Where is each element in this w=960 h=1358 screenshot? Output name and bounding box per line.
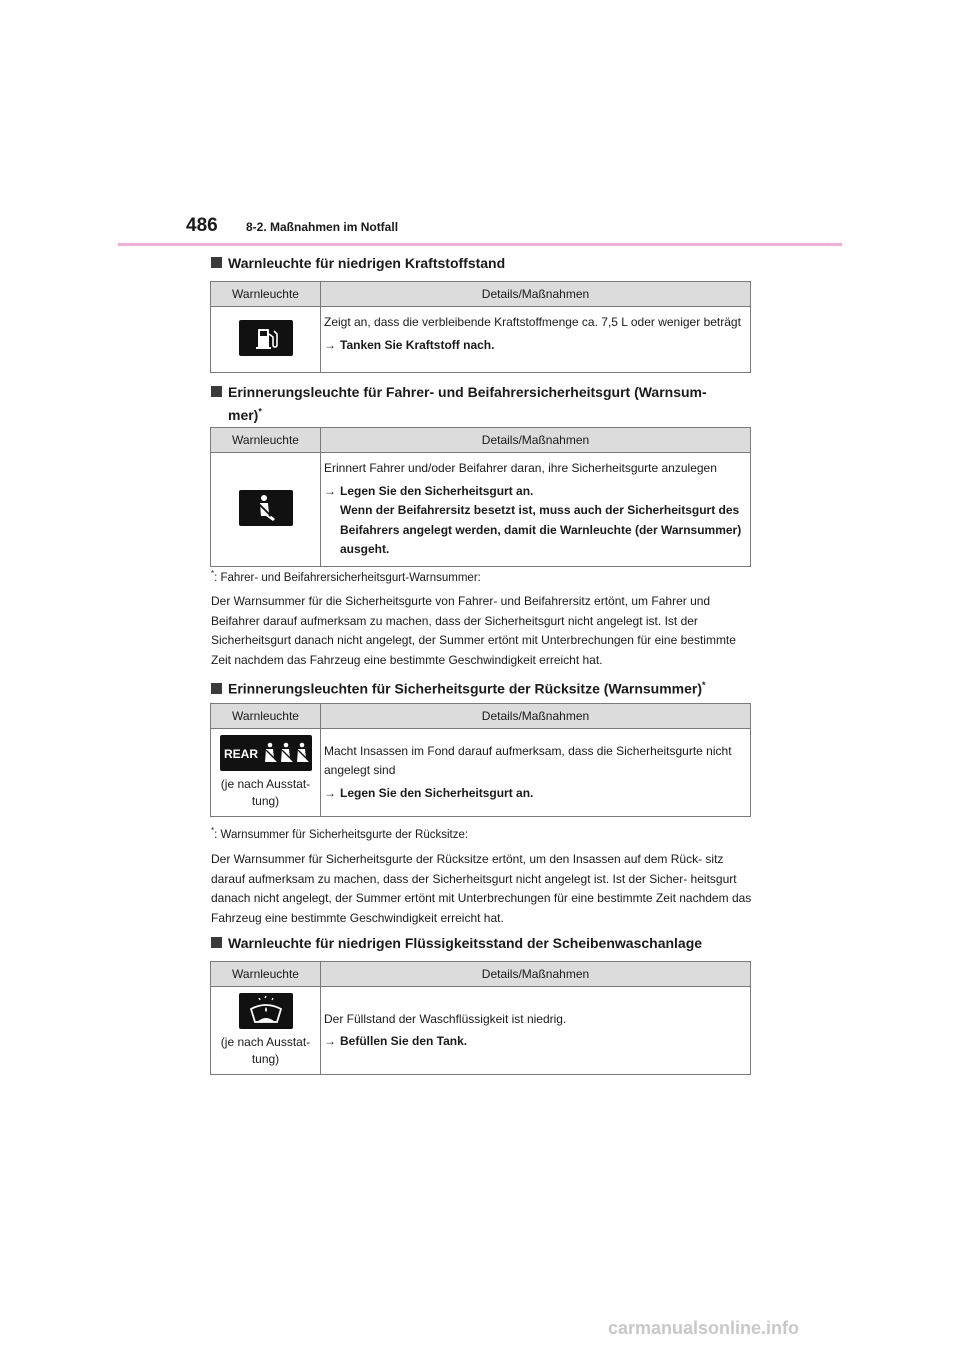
- rear-seatbelt-warning-table: [210, 703, 751, 817]
- icon-caption: [213, 1034, 318, 1068]
- icon-cell: [211, 307, 321, 373]
- table-header-row: [211, 962, 751, 987]
- arrow-icon: →: [324, 483, 336, 498]
- col-header-details: Details/Maßnahmen: [321, 282, 751, 307]
- rear-seatbelt-icon: [220, 735, 312, 771]
- action-text: Legen Sie den Sicherheitsgurt an.: [340, 483, 534, 498]
- table-row: [211, 307, 751, 373]
- icon-cell: [211, 729, 321, 817]
- fuel-pump-icon: [239, 320, 293, 356]
- footnote-marker: *: [258, 406, 262, 416]
- action-line: [324, 784, 746, 804]
- col-header-warnleuchte: Warnleuchte: [211, 962, 321, 987]
- description-text: Zeigt an, dass die verbleibende Kraftstoffmenge ca. 7,5 L oder weniger beträgt: [324, 315, 741, 329]
- heading-text-line2: [211, 407, 262, 423]
- action-line: [324, 482, 746, 502]
- footnote-marker: *: [702, 680, 706, 690]
- col-header-warnleuchte: Warnleuchte: [211, 282, 321, 307]
- heading-text: Erinnerungsleuchten für Sicherheitsgurte der Rücksitze (Warnsummer): [228, 680, 703, 697]
- col-header-details: Details/Maßnahmen: [321, 428, 751, 453]
- table-header-row: [211, 428, 751, 453]
- table-header-row: [211, 282, 751, 307]
- header-rule: [118, 243, 842, 246]
- action-line: [324, 1032, 746, 1052]
- section-heading-seatbelt: [211, 383, 751, 425]
- watermark: carmanualsonline.info: [608, 1318, 800, 1338]
- table-row: [211, 987, 751, 1075]
- footnote-rear-seatbelt: [211, 826, 468, 841]
- icon-cell: [211, 453, 321, 567]
- section-heading-rear-seatbelt: [211, 676, 751, 699]
- icon-caption: [213, 776, 318, 810]
- arrow-icon: →: [324, 785, 336, 800]
- note-text: Wenn der Beifahrersitz besetzt ist, muss auch der Sicherheitsgurt des Beifahrers angelegt werden, damit die Warnleuchte (der Warnsummer) ausgeht.: [340, 503, 742, 556]
- arrow-icon: →: [324, 337, 336, 352]
- paragraph-seatbelt: Der Warnsummer für die Sicherheitsgurte von Fahrer- und Beifahrersitz ertönt, um Fahrer und Beifahrer darauf aufmerksam zu machen, dass der Sicherheitsgurt nicht angelegt ist. Ist der Sicherheitsgurt danach nicht angelegt, der Summer ertönt mit Unterbrechungen für eine bestimmte Zeit nachdem das Fahrzeug eine bestimmte Geschwindigkeit erreicht hat.: [211, 594, 736, 667]
- footnote-marker: *: [211, 569, 215, 578]
- action-text: Tanken Sie Kraftstoff nach.: [340, 337, 495, 352]
- footnote-text: : Fahrer- und Beifahrersicherheitsgurt-Warnsummer:: [214, 571, 481, 584]
- caption-line2: tung): [251, 1052, 280, 1066]
- icon-cell: [211, 987, 321, 1075]
- details-cell: [321, 307, 751, 373]
- seatbelt-icon: [239, 490, 293, 526]
- heading-text: Warnleuchte für niedrigen Flüssigkeitsstand der Scheibenwaschanlage: [228, 935, 703, 951]
- caption-line2: tung): [251, 794, 280, 808]
- rear-label: REAR: [223, 747, 258, 761]
- washer-fluid-icon: [239, 993, 293, 1029]
- section-heading-fuel: [211, 254, 751, 273]
- description-text: Macht Insassen im Fond darauf aufmerksam, dass die Sicherheitsgurte nicht angelegt sind: [324, 743, 732, 778]
- washer-warning-table: [210, 961, 751, 1075]
- footnote-text: : Warnsummer für Sicherheitsgurte der Rücksitze:: [214, 828, 469, 841]
- bullet-square-icon: [211, 937, 222, 948]
- action-text: Legen Sie den Sicherheitsgurt an.: [340, 785, 534, 800]
- footnote-seatbelt: [211, 569, 481, 584]
- col-header-warnleuchte: Warnleuchte: [211, 704, 321, 729]
- description-text: Erinnert Fahrer und/oder Beifahrer daran, ihre Sicherheitsgurte anzulegen: [324, 461, 717, 475]
- table-row: [211, 453, 751, 567]
- bullet-square-icon: [211, 257, 222, 268]
- chapter-title: 8-2. Maßnahmen im Notfall: [246, 220, 399, 234]
- table-row: [211, 729, 751, 817]
- table-header-row: [211, 704, 751, 729]
- fuel-warning-table: [210, 281, 751, 373]
- description-text: Der Füllstand der Waschflüssigkeit ist niedrig.: [324, 1011, 567, 1026]
- caption-line1: (je nach Ausstat-: [220, 1035, 311, 1049]
- heading-text-cont: mer): [228, 406, 259, 423]
- seatbelt-warning-table: [210, 427, 751, 567]
- heading-text: Warnleuchte für niedrigen Kraftstoffstand: [228, 255, 506, 271]
- details-cell: [321, 453, 751, 567]
- col-header-details: Details/Maßnahmen: [321, 962, 751, 987]
- col-header-warnleuchte: Warnleuchte: [211, 428, 321, 453]
- caption-line1: (je nach Ausstat-: [220, 777, 311, 791]
- details-cell: [321, 987, 751, 1075]
- page-number: 486: [186, 215, 218, 236]
- col-header-details: Details/Maßnahmen: [321, 704, 751, 729]
- heading-text: Erinnerungsleuchte für Fahrer- und Beifahrersicherheitsgurt (Warnsum-: [228, 384, 707, 400]
- footnote-marker: *: [211, 826, 215, 835]
- paragraph-rear-seatbelt: Der Warnsummer für Sicherheitsgurte der Rücksitze ertönt, um den Insassen auf dem Rück- sitz darauf aufmerksam zu machen, dass der Sicherheitsgurt nicht angelegt ist. Ist der Sicher- heitsgurt danach nicht angelegt, der Summer ertönt mit Unterbrechungen für eine bestimmte Zeit nachdem das Fahrzeug eine bestimmte Geschwindigkeit erreicht hat.: [211, 852, 752, 925]
- action-line: [324, 336, 746, 356]
- bullet-square-icon: [211, 386, 222, 397]
- section-heading-washer: [211, 934, 751, 953]
- bullet-square-icon: [211, 683, 222, 694]
- details-cell: [321, 729, 751, 817]
- arrow-icon: →: [324, 1034, 336, 1048]
- action-text: Befüllen Sie den Tank.: [340, 1034, 468, 1048]
